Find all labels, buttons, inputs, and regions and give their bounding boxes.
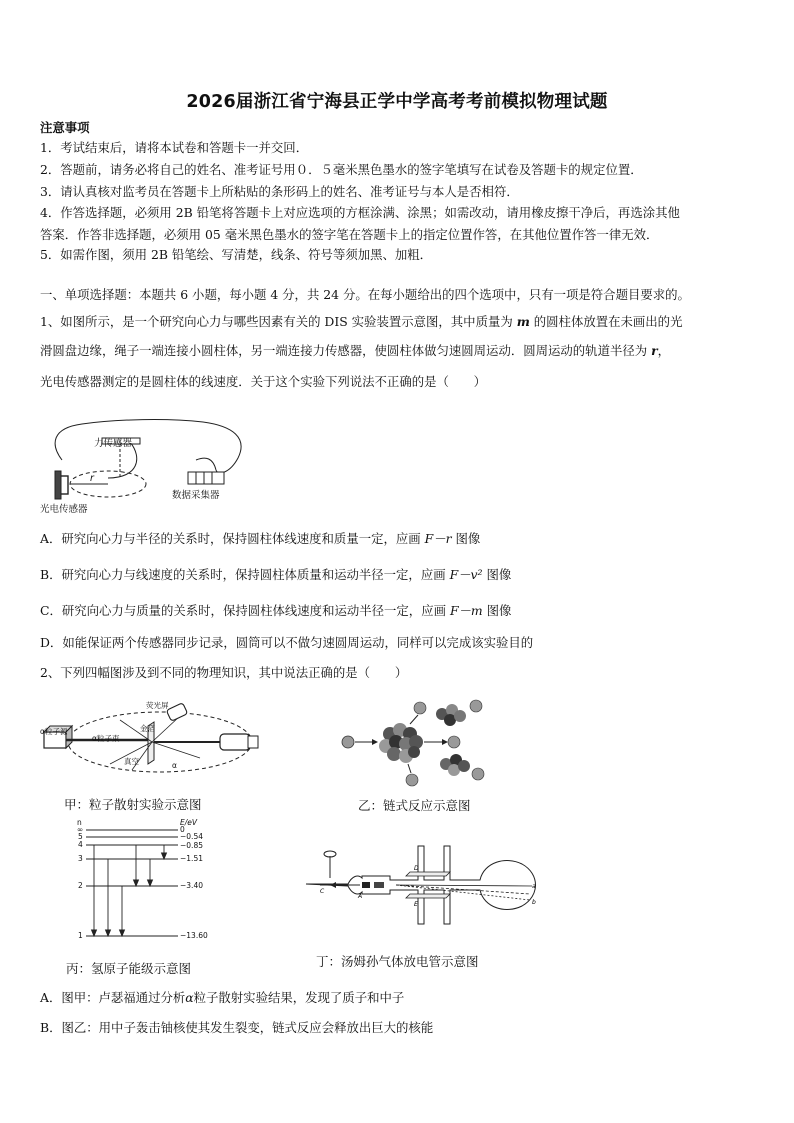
q1-var-m: m: [516, 314, 530, 329]
svg-text:b: b: [532, 899, 536, 906]
q2-fig-a-label-screen: 荧光屏: [146, 701, 169, 710]
q2-level-e-1: −13.60: [180, 931, 208, 940]
q2-stem: 2、下列四幅图涉及到不同的物理知识，其中说法正确的是（ ）: [40, 665, 408, 680]
q2-fig-a-label-source: α粒子源: [40, 727, 68, 736]
q2-option-b: B．图乙：用中子轰击铀核使其发生裂变，链式反应会释放出巨大的核能: [40, 1020, 434, 1035]
q2-level-n-3: 3: [78, 854, 83, 863]
q2-fig-c-energy-levels: [86, 826, 178, 942]
q2-level-n-inf: ∞: [77, 825, 84, 834]
q2-fig-a-label-beam: α粒子束: [92, 734, 120, 743]
q2-option-a-text-1: A．图甲：卢瑟福通过分析: [40, 990, 186, 1005]
q2-fig-b-caption: 乙：链式反应示意图: [358, 798, 471, 813]
q2-fig-d-discharge-tube: [300, 838, 550, 930]
q2-level-n-1: 1: [78, 931, 83, 940]
q1-option-a-end: 图像: [455, 531, 481, 546]
q2-fig-c-e-label: E/eV: [180, 818, 198, 827]
notice-item-4: 4．作答选择题，必须用 2B 铅笔将答题卡上对应选项的方框涂满、涂黑；如需改动，请用橡皮擦干净后，再选涂其他: [40, 205, 680, 220]
q1-line-3: 光电传感器测定的是圆柱体的线速度．关于这个实验下列说法不正确的是（ ）: [40, 374, 487, 389]
q2-fig-a-label-foil: 金箔: [140, 724, 155, 733]
notice-item-5: 5．如需作图，须用 2B 铅笔绘、写清楚，线条、符号等须加黑、加粗．: [40, 247, 433, 262]
q2-uranium-nucleus: [379, 723, 423, 763]
q2-fig-a-label-alpha: α: [172, 761, 177, 770]
q1-text-1a: 1、如图所示，是一个研究向心力与哪些因素有关的 DIS 实验装置示意图，其中质量为: [40, 314, 517, 329]
svg-text:C: C: [320, 888, 325, 895]
q2-level-e-5: −0.54: [180, 832, 203, 841]
svg-text:E: E: [414, 901, 418, 908]
svg-text:D: D: [414, 865, 419, 872]
q2-fragment-bottom: [440, 754, 470, 776]
q1-label-photo-sensor: 光电传感器: [40, 504, 88, 515]
q2-option-a-text-2: 粒子散射实验结果，发现了质子和中子: [193, 990, 405, 1005]
q1-label-r: r: [90, 473, 94, 484]
notice-item-1: 1．考试结束后，请将本试卷和答题卡一并交回．: [40, 140, 309, 155]
q2-fig-a-alpha-scattering: [40, 698, 265, 792]
q1-option-c: [40, 603, 511, 619]
section-heading: 一、单项选择题：本题共 6 小题，每小题 4 分，共 24 分。在每小题给出的四个选项中，只有一项是符合题目要求的。: [40, 287, 690, 302]
q1-line-1: [40, 314, 682, 330]
q2-level-e-4: −0.85: [180, 841, 203, 850]
q1-option-c-end: 图像: [486, 603, 512, 618]
q1-text-2b: ，: [657, 343, 671, 358]
notice-heading: 注意事项: [40, 120, 90, 135]
q1-text-2a: 滑圆盘边缘，绳子一端连接小圆柱体，另一端连接力传感器，使圆柱体做匀速圆周运动．圆周运动的轨道半径为: [40, 343, 652, 358]
notice-item-2: 2．答题前，请务必将自己的姓名、准考证号用０．５毫米黑色墨水的签字笔填写在试卷及答题卡的规定位置．: [40, 162, 643, 177]
q1-option-b-math: F－v²: [449, 567, 483, 582]
q1-option-c-text: C．研究向心力与质量的关系时，保持圆柱体线速度和运动半径一定，应画: [40, 603, 446, 618]
q2-fragment-top: [436, 704, 466, 726]
q2-fig-c-caption: 丙：氢原子能级示意图: [66, 961, 192, 976]
q2-fig-a-caption: 甲：粒子散射实验示意图: [64, 797, 202, 812]
q2-level-n-4: 4: [78, 840, 83, 849]
svg-text:A: A: [358, 893, 363, 900]
q1-option-c-math: F－m: [449, 603, 483, 618]
page-title: 2026届浙江省宁海县正学中学高考考前模拟物理试题: [186, 92, 608, 112]
q2-fig-b-chain-reaction: [338, 696, 488, 788]
q1-data-collector-box: [188, 472, 224, 484]
notice-item-3: 3．请认真核对监考员在答题卡上所粘贴的条形码上的姓名、准考证号与本人是否相符．: [40, 184, 519, 199]
q2-level-e-inf: 0: [180, 825, 185, 834]
q2-fig-c-n-label: n: [77, 818, 82, 827]
q2-level-e-2: −3.40: [180, 881, 203, 890]
q2-level-e-3: −1.51: [180, 854, 203, 863]
q1-label-data-collector: 数据采集器: [172, 490, 220, 501]
q1-cable: [55, 420, 241, 473]
q2-microscope: [220, 734, 250, 750]
q1-option-d: D．如能保证两个传感器同步记录，圆筒可以不做匀速圆周运动，同样可以完成该实验目的: [40, 635, 534, 650]
q1-option-a-text: A．研究向心力与半径的关系时，保持圆柱体线速度和质量一定，应画: [40, 531, 421, 546]
q1-option-b-end: 图像: [486, 567, 512, 582]
q2-fig-d-caption: 丁：汤姆孙气体放电管示意图: [316, 954, 479, 969]
q1-option-a: [40, 531, 480, 547]
q1-var-r: r: [651, 343, 658, 358]
q2-level-n-2: 2: [78, 881, 83, 890]
q2-fig-a-label-vacuum: 真空: [124, 757, 139, 766]
q1-option-b-text: B．研究向心力与线速度的关系时，保持圆柱体质量和运动半径一定，应画: [40, 567, 446, 582]
q1-line-2: [40, 343, 670, 359]
q2-option-a: [40, 990, 404, 1006]
q1-text-1b: 的圆柱体放置在未画出的光: [529, 314, 683, 329]
q1-option-b: [40, 567, 511, 583]
q2-level-n-5: 5: [78, 832, 83, 841]
q1-option-a-math: F－r: [424, 531, 452, 546]
svg-text:a: a: [532, 883, 536, 890]
notice-item-4-cont: 答案．作答非选择题，必须用 05 毫米黑色墨水的签字笔在答题卡上的指定位置作答，在其他位置作答一律无效．: [40, 227, 659, 242]
q1-label-force-sensor: 力传感器: [94, 438, 133, 449]
q2-option-a-alpha: α: [185, 990, 194, 1005]
